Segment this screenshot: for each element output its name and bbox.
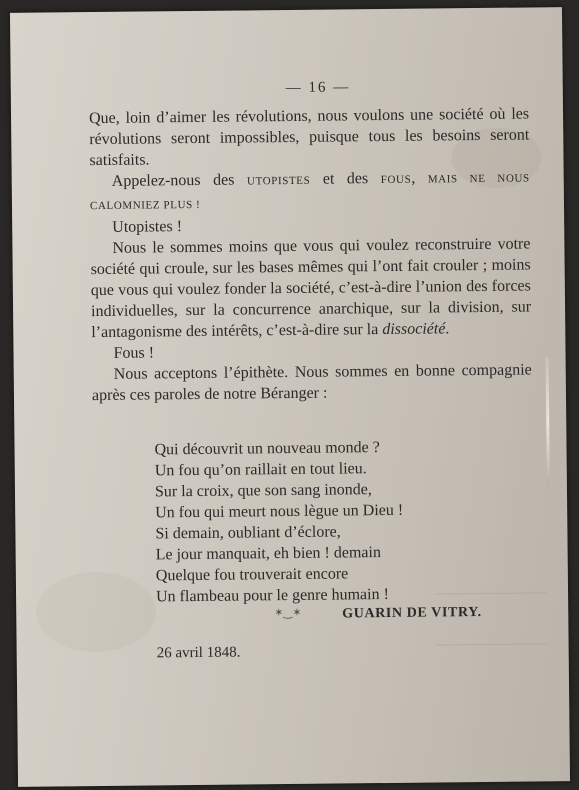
page-number: — 16 — (285, 79, 351, 97)
fous-smallcaps: FOUS (380, 173, 412, 187)
document-page (10, 7, 570, 787)
paper-stain (36, 571, 157, 652)
poem-block (154, 437, 404, 608)
text-run: , (411, 169, 428, 187)
paragraph-3: Utopistes ! (112, 218, 183, 236)
printer-ornament-icon: ✶‿✶ (274, 606, 302, 620)
poem-line: Qui découvrit un nouveau monde ? (154, 439, 380, 459)
text-run: . (445, 320, 450, 338)
dissociete-italic: dissociété (382, 320, 446, 339)
paragraph-2 (90, 166, 530, 217)
paragraph-4 (90, 233, 531, 343)
text-run: Appelez-nous des (111, 171, 248, 190)
document-date: 26 avril 1848. (156, 644, 241, 662)
paragraph-6: Nous acceptons l’épithète. Nous sommes en bonne compagnie après ces paroles de notre Béranger : (91, 361, 532, 405)
utopistes-smallcaps: UTOPISTES (246, 174, 311, 188)
poem-line: Quelque fou trouverait encore (155, 565, 349, 585)
poem-line: Si demain, oubliant d’éclore, (155, 523, 341, 543)
paragraph-1: Que, loin d’aimer les révolutions, nous voulons une société où les révolutions seront impossibles, puisque tous les besoins seront satisfaits. (88, 105, 530, 170)
binding-thread (546, 357, 550, 487)
poem-line: Le jour manquait, eh bien ! demain (155, 544, 381, 564)
poem-line: Un fou qu’on raillait en tout lieu. (154, 460, 367, 480)
author-signature: GUARIN DE VITRY. (342, 605, 482, 622)
text-run: Nous le sommes moins que vous qui voulez reconstruire votre société qui croule, sur les bases mêmes qui l’ont fait crouler ; moins que vous qui voulez fonder la société, c’est-à-dire l’union des forces individuelles, sur la concurrence anarchique, sur la division, sur l’antagonisme des intérêts, c’est-à-dire sur la (90, 235, 532, 342)
text-run: et des (310, 170, 381, 188)
calomniez-smallcaps: MAIS NE NOUS CALOMNIEZ PLUS ! (89, 172, 530, 213)
poem-line: Un fou qui meurt nous lègue un Dieu ! (155, 501, 404, 522)
poem-line: Un flambeau pour le genre humain ! (155, 585, 389, 606)
main-text (89, 103, 532, 406)
poem-line: Sur la croix, que son sang inonde, (154, 481, 372, 501)
paragraph-5: Fous ! (113, 344, 155, 362)
